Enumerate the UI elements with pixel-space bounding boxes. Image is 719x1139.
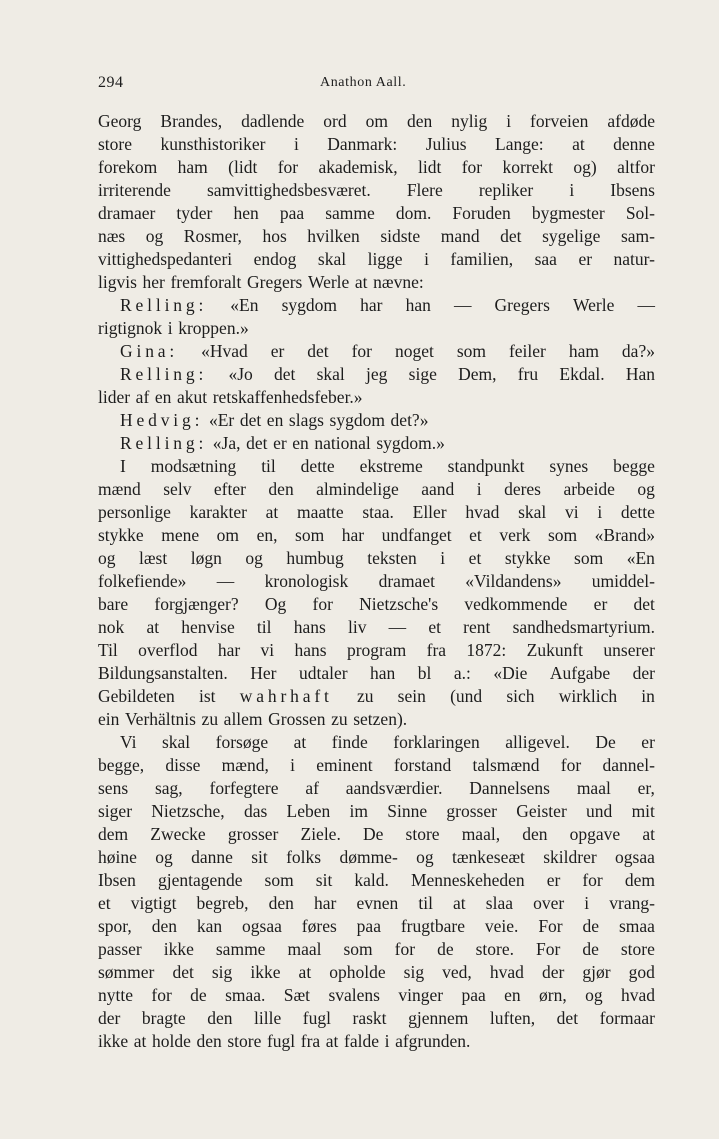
- text-line: mænd selv efter den almindelige aand i deres arbeide og: [98, 479, 655, 499]
- running-head: Anathon Aall.: [320, 75, 407, 90]
- page-number: 294: [98, 74, 124, 91]
- page-header: [98, 74, 658, 96]
- text-line: der bragte den lille fugl raskt gjennem luften, det formaar: [98, 1008, 655, 1028]
- text-line: sens sag, forfegtere af aandsværdier. Dannelsens maal er,: [98, 778, 655, 798]
- text-line: begge, disse mænd, i eminent forstand talsmænd for dannel-: [98, 755, 655, 775]
- text-line: et vigtigt begreb, den har evnen til at slaa over i vrang-: [98, 893, 655, 913]
- text-line: Ibsen gjentagende som sit kald. Menneskeheden er for dem: [98, 870, 655, 890]
- text-line: og læst løgn og humbug teksten i et stykke som «En: [98, 548, 655, 568]
- text-line: sømmer det sig ikke at opholde sig ved, hvad der gjør god: [98, 962, 655, 982]
- text-line: Gina: «Hvad er det for noget som feiler ham da?»: [120, 341, 655, 361]
- text-line: personlige karakter at maatte staa. Eller hvad skal vi i dette: [98, 502, 655, 522]
- text-line: irriterende samvittighedsbesværet. Flere repliker i Ibsens: [98, 180, 655, 200]
- text-line: stykke mene om en, som har undfanget et verk som «Brand»: [98, 525, 655, 545]
- text-line: ein Verhältnis zu allem Grossen zu setzen).: [98, 709, 408, 729]
- text-line: Vi skal forsøge at finde forklaringen alligevel. De er: [120, 732, 655, 752]
- text-line: høine og danne sit folks dømme- og tænkeseæt skildrer ogsaa: [98, 847, 655, 867]
- text-line: forekom ham (lidt for akademisk, lidt for korrekt og) altfor: [98, 157, 655, 177]
- text-line: Georg Brandes, dadlende ord om den nylig i forveien afdøde: [98, 111, 655, 131]
- text-line: ikke at holde den store fugl fra at falde i afgrunden.: [98, 1031, 471, 1051]
- text-line: bare forgjænger? Og for Nietzsche's vedkommende er det: [98, 594, 655, 614]
- text-line: lider af en akut retskaffenhedsfeber.»: [98, 387, 363, 407]
- text-line: siger Nietzsche, das Leben im Sinne grosser Geister und mit: [98, 801, 655, 821]
- text-line: Relling: «Jo det skal jeg sige Dem, fru Ekdal. Han: [120, 364, 655, 384]
- text-line: dramaer tyder hen paa samme dom. Foruden bygmester Sol-: [98, 203, 655, 223]
- text-line: I modsætning til dette ekstreme standpunkt synes begge: [120, 456, 655, 476]
- text-line: ligvis her fremforalt Gregers Werle at nævne:: [98, 272, 424, 292]
- text-line: spor, den kan ogsaa føres paa frugtbare veie. For de smaa: [98, 916, 655, 936]
- text-line: nytte for de smaa. Sæt svalens vinger paa en ørn, og hvad: [98, 985, 655, 1005]
- text-line: folkefiende» — kronologisk dramaet «Vildandens» umiddel-: [98, 571, 655, 591]
- text-line: Til overflod har vi hans program fra 1872: Zukunft unserer: [98, 640, 655, 660]
- text-line: Gebildeten ist wahrhaft zu sein (und sich wirklich in: [98, 686, 655, 706]
- text-line: Relling: «Ja, det er en national sygdom.»: [120, 433, 445, 453]
- text-line: rigtignok i kroppen.»: [98, 318, 249, 338]
- body-text: [98, 110, 655, 1053]
- text-line: vittighedspedanteri endog skal ligge i familien, saa er natur-: [98, 249, 655, 269]
- text-line: Relling: «En sygdom har han — Gregers Werle —: [120, 295, 655, 315]
- text-line: næs og Rosmer, hos hvilken sidste mand det sygelige sam-: [98, 226, 655, 246]
- text-line: Bildungsanstalten. Her udtaler han bl a.: «Die Aufgabe der: [98, 663, 655, 683]
- text-line: store kunsthistoriker i Danmark: Julius Lange: at denne: [98, 134, 655, 154]
- text-line: passer ikke samme maal som for de store. For de store: [98, 939, 655, 959]
- text-line: Hedvig: «Er det en slags sygdom det?»: [120, 410, 429, 430]
- text-line: nok at henvise til hans liv — et rent sandhedsmartyrium.: [98, 617, 655, 637]
- text-line: dem Zwecke grosser Ziele. De store maal, den opgave at: [98, 824, 655, 844]
